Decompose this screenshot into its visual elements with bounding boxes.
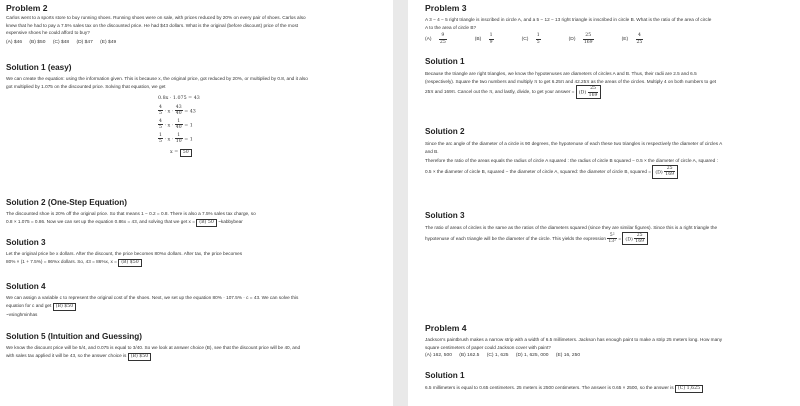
solution-2-text-line2: 0.8 × 1.075 = 0.86. Now we can set up the equation 0.86x = 43, and solving that we get x = (B) 50 ~kabbybear bbox=[6, 218, 390, 227]
right-page bbox=[408, 0, 800, 406]
choice-d: (D) $\frac{25}{169}$ bbox=[568, 33, 593, 45]
problem-2-text-line1: Carlos went to a sports store to buy running shoes. Running shoes were on sale, with prices reduced by 20% on every pair of shoes. Carlos also bbox=[6, 15, 306, 20]
solution-2-section bbox=[6, 198, 390, 227]
problem-4-section bbox=[425, 323, 791, 360]
solution-4-section bbox=[6, 282, 390, 319]
solution-5-section bbox=[6, 332, 390, 361]
equation-3: $\frac{4}{5}$ · x · $\frac{1}{40}$ = 1 bbox=[159, 118, 193, 130]
equation-5: x = 50 bbox=[158, 149, 278, 158]
equation-1: 0.8x · 1.075 = 43 bbox=[158, 96, 200, 101]
solution-1-text-line1: We can create the equation: using the information given. This is because x, the original price, got reduced by 20%, or multiplied by 0.8, and it also bbox=[6, 76, 308, 81]
solution-5-text-line1: We know the discount price will be 5/4, and 0.075 is equal to 3/40. So we look at answer choice (B), see that the discount price will be 40, and bbox=[6, 345, 301, 350]
equation-2: $\frac{4}{5}$ · x · $\frac{43}{40}$ = 43 bbox=[159, 104, 196, 116]
problem-3-choices bbox=[425, 33, 791, 45]
p3-solution-3-section bbox=[425, 211, 791, 245]
problem-4-text-line1: Jackson's paintbrush makes a narrow strip with a width of 6.5 millimeters. Jackson has enough paint to make a strip 25 meters long. How many bbox=[425, 337, 723, 342]
left-page bbox=[0, 0, 393, 406]
problem-3-text-line2: A to the area of circle B? bbox=[425, 24, 477, 30]
problem-3-section bbox=[425, 3, 791, 45]
p3-solution-1-title: Solution 1 bbox=[425, 57, 465, 66]
answer-box: (B) $50 bbox=[128, 353, 152, 361]
answer-box: (C) 1,625 bbox=[675, 385, 703, 393]
answer-box: (B) 50 bbox=[196, 219, 217, 227]
choice-b: (B) 162.5 bbox=[459, 353, 480, 359]
problem-4-title: Problem 4 bbox=[425, 323, 467, 333]
solution-1-equations bbox=[158, 95, 278, 157]
answer-box: (D) $\frac{25}{169}$ bbox=[652, 165, 678, 179]
p3-solution-2-section bbox=[425, 127, 791, 179]
problem-2-text-line3: expensive shoes he could afford to buy? bbox=[6, 30, 90, 36]
p4-solution-1-title: Solution 1 bbox=[425, 371, 465, 380]
solution-4-signature: ~vsinghminhas bbox=[6, 312, 38, 317]
solution-1-section bbox=[6, 63, 386, 90]
solution-5-text-line2: with sales tax applied it will be 43, so the answer choice is (B) $50 bbox=[6, 352, 390, 361]
problem-4-text-line2: square centimeters of paper could Jackson cover with paint? bbox=[425, 344, 551, 350]
answer-box: (B) $50 bbox=[118, 259, 142, 267]
choice-d: (D) $47 bbox=[76, 39, 93, 45]
solution-4-text-line1: We can assign a variable c to represent the original cost of the shoes. Next, we set up the equation 80% · 107.5% · c = 43. We can solve this bbox=[6, 295, 299, 300]
p3-solution-3-text-line1: The ratio of areas of circles is the same as the ratios of the diameters squared (since they are similar figures). Since this is a right triangle the bbox=[425, 225, 718, 230]
answer-box: 50 bbox=[180, 149, 192, 157]
solution-2-title: Solution 2 (One-Step Equation) bbox=[6, 198, 127, 207]
solution-3-section bbox=[6, 238, 390, 267]
answer-box: (D) $\frac{25}{169}$ bbox=[576, 85, 602, 99]
p4-solution-1-section bbox=[425, 371, 791, 393]
choice-b: (B) $50 bbox=[29, 39, 46, 45]
choice-d: (D) 1, 625, 000 bbox=[515, 353, 549, 359]
solution-4-text-line2: equation for c and get (B) $50 bbox=[6, 302, 390, 311]
choice-e: (E) 16, 250 bbox=[555, 353, 581, 359]
choice-e: (E) $49 bbox=[100, 39, 117, 45]
solution-2-text-line1: The discounted shoe is 20% off the original price. So that means 1 − 0.2 = 0.8. There is also a 7.5% sales tax charge, so bbox=[6, 211, 256, 216]
p3-solution-1-text-line1: Because the triangle are right triangles, we know the hypotenuses are diameters of circles A and B. Thus, their radii are 2.5 and 6.5 bbox=[425, 71, 697, 76]
p3-solution-1-section bbox=[425, 57, 791, 99]
problem-2-choices bbox=[6, 39, 386, 47]
fraction: $\frac{4}{5}$ bbox=[159, 104, 162, 116]
p3-solution-1-text-line3: 25π and 169π. Cancel out the π, and lastly, divide, to get your answer = (D) $\frac{25}{169}$ bbox=[425, 85, 791, 99]
answer-box: (D) $\frac{25}{169}$ bbox=[622, 232, 648, 246]
solution-1-title: Solution 1 (easy) bbox=[6, 63, 72, 72]
solution-4-title: Solution 4 bbox=[6, 282, 46, 291]
fraction: $\frac{1}{5}$ bbox=[159, 132, 162, 144]
choice-a: (A) $\frac{9}{25}$ bbox=[425, 33, 446, 45]
choice-c: (C) 1, 625 bbox=[486, 353, 509, 359]
fraction: $\frac{43}{40}$ bbox=[175, 104, 182, 116]
p3-solution-3-title: Solution 3 bbox=[425, 211, 465, 220]
p3-solution-2-text-line4: 0.5 × the diameter of circle B, squared − the diameter of circle A, squared: the diameter of circle B, squared = (D) $\frac{25}{169}$ bbox=[425, 165, 791, 179]
solution-3-title: Solution 3 bbox=[6, 238, 46, 247]
fraction: $\frac{4}{5}$ bbox=[159, 118, 162, 130]
p4-solution-1-text-line1: 6.5 millimeters is equal to 0.65 centimeters. 25 meters is 2500 centimeters. The answer is 0.65 × 2500, so the answer is (C) 1,625 bbox=[425, 384, 791, 393]
problem-2-section bbox=[6, 3, 386, 47]
problem-3-text-line1: A 3 − 4 − 5 right triangle is inscribed in circle A, and a 5 − 12 − 13 right triangle is inscribed in circle B. What is the ratio of the area of circle bbox=[425, 17, 712, 22]
p3-solution-1-text-line2: (respectively). Square the two numbers and multiply π to get 6.25π and 42.25π as the areas of the circles. Multiply 4 on both numbers to get bbox=[425, 78, 717, 84]
choice-c: (C) $48 bbox=[52, 39, 70, 45]
solution-5-title: Solution 5 (Intuition and Guessing) bbox=[6, 332, 142, 341]
solution-1-text-line2: got multiplied by 1.075 on the discounted price. Solving that equation, we get bbox=[6, 83, 166, 89]
p3-solution-2-text-line1: Since the arc angle of the diameter of a circle is 90 degrees, the hypotenuse of each these two triangles is respectively the diameter of circles A bbox=[425, 141, 723, 146]
choice-b: (B) $\frac{1}{9}$ bbox=[474, 33, 493, 45]
choice-c: (C) $\frac{1}{5}$ bbox=[521, 33, 540, 45]
problem-4-choices bbox=[425, 352, 791, 360]
p3-solution-2-title: Solution 2 bbox=[425, 127, 465, 136]
fraction: $\frac{1}{10}$ bbox=[175, 132, 182, 144]
p3-solution-2-text-line2: and B. bbox=[425, 148, 439, 154]
solution-3-text-line2: 80% × (1 + 7.5%) = 86%x dollars. So, 43 = 86%x, x = (B) $50 bbox=[6, 258, 390, 267]
answer-box: (B) $50 bbox=[53, 303, 77, 311]
fraction: $\frac{1}{40}$ bbox=[175, 118, 182, 130]
choice-e: (E) $\frac{4}{25}$ bbox=[621, 33, 643, 45]
problem-3-title: Problem 3 bbox=[425, 3, 467, 13]
choice-a: (A) 162, 500 bbox=[425, 353, 452, 359]
equation-4: $\frac{1}{5}$ · x · $\frac{1}{10}$ = 1 bbox=[159, 132, 193, 144]
problem-2-text-line2: knew that he had to pay a 7.5% sales tax on the discounted price. He had $43 dollars. What is the original (before discount) price of the most bbox=[6, 22, 299, 28]
problem-2-title: Problem 2 bbox=[6, 3, 48, 13]
p3-solution-2-text-line3: Therefore the ratio of the areas equals the radius of circle A squared : the radius of circle B squared − 0.5 × the diameter of circle A, squared : bbox=[425, 158, 718, 164]
choice-a: (A) $46 bbox=[6, 39, 23, 45]
p3-solution-3-text-line2: hypotenuse of each triangle will be the diameter of the circle. This yields the expression $\frac{\text{5²}}{\text{13²}}$ = (D) $\frac{25}{169}$ bbox=[425, 232, 791, 246]
solution-3-text-line1: Let the original price be x dollars. After the discount, the price becomes 80%x dollars. After tax, the price becomes bbox=[6, 251, 243, 256]
